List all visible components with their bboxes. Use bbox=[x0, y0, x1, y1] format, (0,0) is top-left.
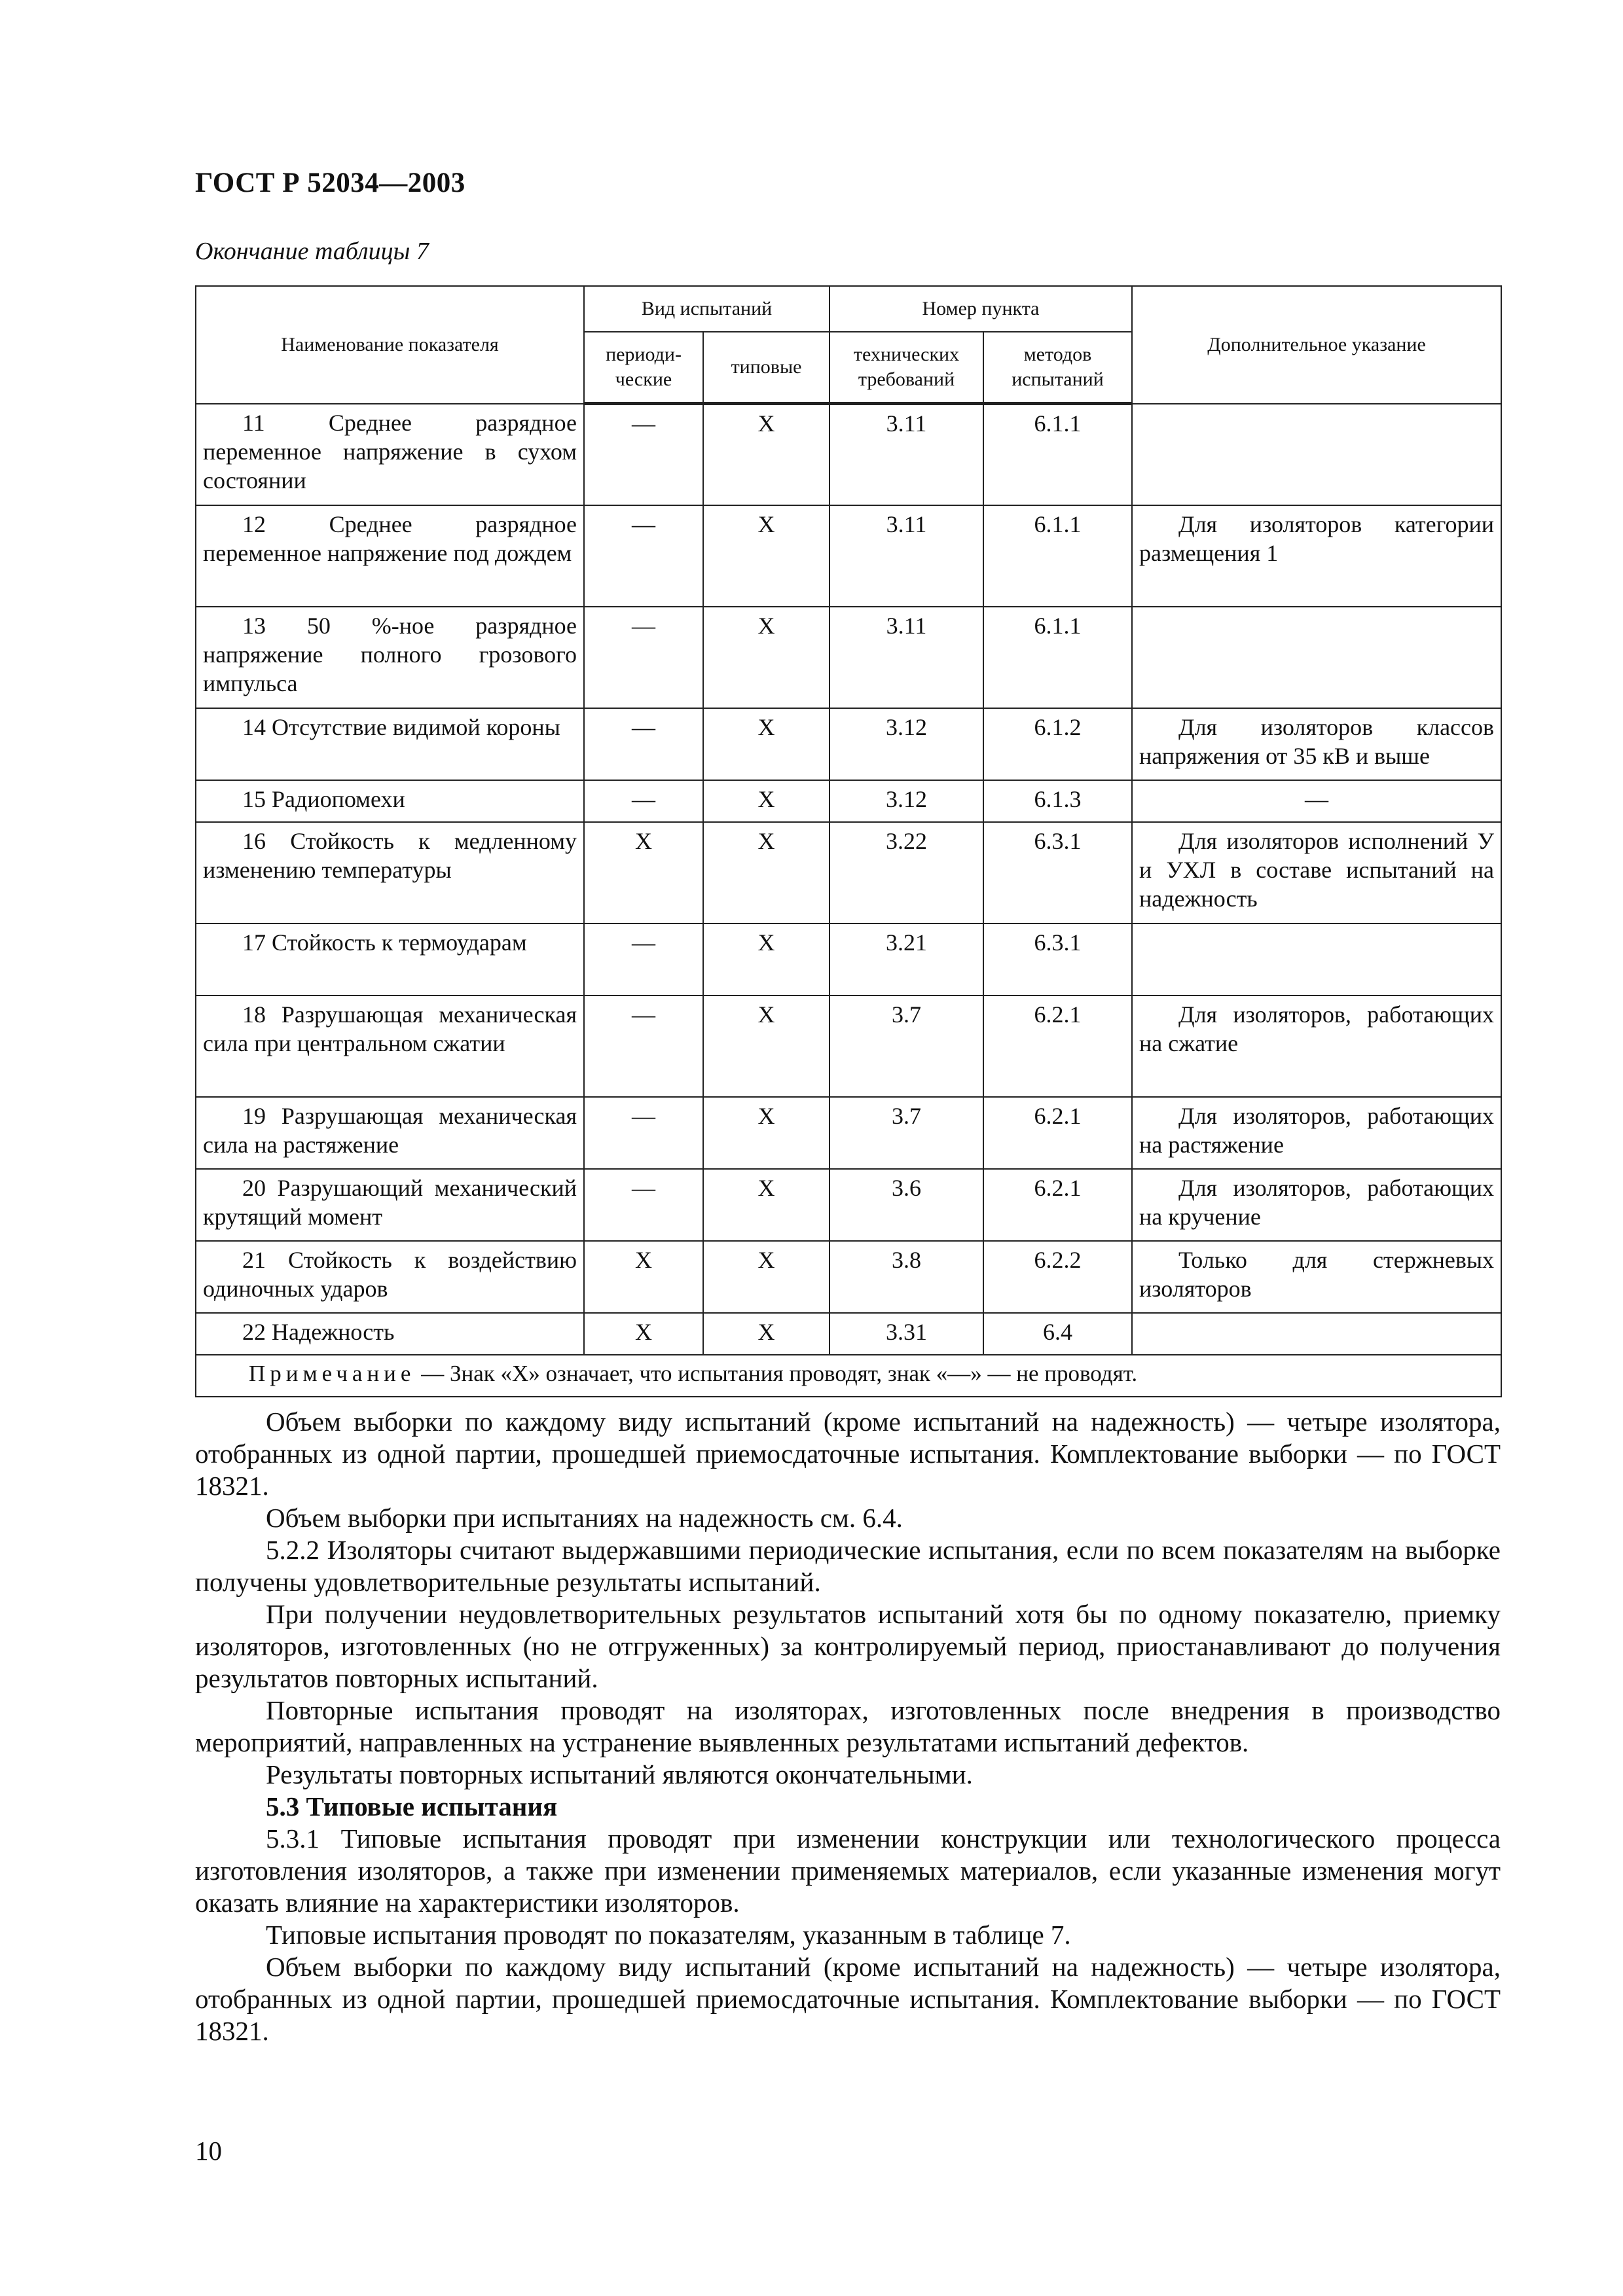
paragraph: 5.3.1 Типовые испытания проводят при изменении конструкции или технологического процесса изготовления изоляторов, а также при изменении применяемых материалов, если указанные изменения могут оказать влияние на характеристики изоляторов. bbox=[195, 1823, 1501, 1918]
row-name-cell bbox=[196, 505, 584, 607]
row-name-cell bbox=[196, 607, 584, 708]
row-note: Для изоляторов, работающих на растяжение bbox=[1139, 1102, 1495, 1158]
row-name: 16 Стойкость к медленному изменению температуры bbox=[203, 827, 577, 883]
row-method: 6.1.2 bbox=[983, 708, 1132, 780]
row-name: 19 Разрушающая механическая сила на растяжение bbox=[203, 1102, 577, 1158]
row-periodic: X bbox=[584, 1313, 703, 1355]
page-number: 10 bbox=[195, 2136, 222, 2166]
row-note-cell bbox=[1132, 996, 1501, 1097]
row-method: 6.3.1 bbox=[983, 924, 1132, 996]
row-periodic: — bbox=[584, 404, 703, 505]
table-footnote-row bbox=[196, 1355, 1501, 1397]
row-tech: 3.21 bbox=[830, 924, 983, 996]
table-row bbox=[196, 708, 1501, 780]
row-typical: X bbox=[703, 822, 830, 924]
table-header-row-1 bbox=[196, 286, 1501, 332]
row-typical: X bbox=[703, 996, 830, 1097]
row-name: 21 Стойкость к воздействию одиночных ударов bbox=[203, 1246, 577, 1302]
row-tech: 3.6 bbox=[830, 1169, 983, 1241]
row-method: 6.3.1 bbox=[983, 822, 1132, 924]
row-periodic: — bbox=[584, 924, 703, 996]
row-name: 13 50 %-ное разрядное напряжение полного грозового импульса bbox=[203, 612, 577, 696]
row-name: 17 Стойкость к термоударам bbox=[242, 929, 527, 956]
row-periodic: — bbox=[584, 505, 703, 607]
table-row bbox=[196, 924, 1501, 996]
row-note-cell bbox=[1132, 1169, 1501, 1241]
document-header: ГОСТ Р 52034—2003 bbox=[195, 168, 465, 198]
paragraph: Результаты повторных испытаний являются окончательными. bbox=[266, 1759, 973, 1789]
paragraph: Объем выборки по каждому виду испытаний (кроме испытаний на надежность) — четыре изолятора, отобранных из одной партии, прошедшей приемосдаточные испытания. Комплектование выборки — по ГОСТ 18321. bbox=[195, 1407, 1501, 1501]
table-row bbox=[196, 1313, 1501, 1355]
row-tech: 3.22 bbox=[830, 822, 983, 924]
row-typical: X bbox=[703, 607, 830, 708]
row-name-cell bbox=[196, 1097, 584, 1169]
row-periodic: — bbox=[584, 708, 703, 780]
table-caption: Окончание таблицы 7 bbox=[195, 238, 429, 265]
row-typical: X bbox=[703, 708, 830, 780]
row-note: Для изоляторов исполнений У и УХЛ в составе испытаний на надежность bbox=[1139, 827, 1495, 912]
row-typical: X bbox=[703, 1241, 830, 1313]
row-tech: 3.11 bbox=[830, 404, 983, 505]
row-name-cell bbox=[196, 1241, 584, 1313]
row-note-cell bbox=[1132, 708, 1501, 780]
header-periodic: периоди- ческие bbox=[584, 332, 703, 404]
row-name: 22 Надежность bbox=[242, 1318, 395, 1345]
table-row bbox=[196, 780, 1501, 822]
row-tech: 3.12 bbox=[830, 780, 983, 822]
row-method: 6.2.1 bbox=[983, 1169, 1132, 1241]
row-name: 15 Радиопомехи bbox=[242, 785, 405, 812]
row-note: Для изоляторов категории размещения 1 bbox=[1139, 511, 1495, 566]
row-note-cell bbox=[1132, 924, 1501, 996]
row-note-cell bbox=[1132, 505, 1501, 607]
table-row bbox=[196, 1097, 1501, 1169]
row-typical: X bbox=[703, 404, 830, 505]
row-note: Для изоляторов классов напряжения от 35 кВ и выше bbox=[1139, 713, 1495, 769]
test-table bbox=[195, 285, 1502, 1397]
row-name: 11 Среднее разрядное переменное напряжение в сухом состоянии bbox=[203, 409, 577, 493]
row-name: 20 Разрушающий механический крутящий момент bbox=[203, 1174, 577, 1230]
row-method: 6.1.1 bbox=[983, 607, 1132, 708]
row-method: 6.1.1 bbox=[983, 505, 1132, 607]
header-name: Наименование показателя bbox=[196, 286, 584, 404]
table-row bbox=[196, 822, 1501, 924]
row-name-cell bbox=[196, 1169, 584, 1241]
row-name: 12 Среднее разрядное переменное напряжение под дождем bbox=[203, 511, 577, 566]
row-periodic: — bbox=[584, 607, 703, 708]
row-method: 6.2.2 bbox=[983, 1241, 1132, 1313]
row-note: Для изоляторов, работающих на сжатие bbox=[1139, 1001, 1495, 1056]
row-name-cell bbox=[196, 924, 584, 996]
table-row bbox=[196, 505, 1501, 607]
row-note-cell bbox=[1132, 1313, 1501, 1355]
paragraph: При получении неудовлетворительных результатов испытаний хотя бы по одному показателю, приемку изоляторов, изготовленных (но не отгруженных) за контролируемый период, приостанавливают до получения результатов повторных испытаний. bbox=[195, 1599, 1501, 1693]
paragraph: Типовые испытания проводят по показателям, указанным в таблице 7. bbox=[266, 1920, 1071, 1950]
row-tech: 3.31 bbox=[830, 1313, 983, 1355]
header-tech-requirements: технических требований bbox=[830, 332, 983, 404]
table-row bbox=[196, 607, 1501, 708]
row-tech: 3.7 bbox=[830, 996, 983, 1097]
row-method: 6.1.1 bbox=[983, 404, 1132, 505]
table-row bbox=[196, 1241, 1501, 1313]
row-typical: X bbox=[703, 1097, 830, 1169]
header-clause-number: Номер пункта bbox=[830, 286, 1132, 332]
row-typical: X bbox=[703, 1169, 830, 1241]
row-tech: 3.7 bbox=[830, 1097, 983, 1169]
row-note-cell bbox=[1132, 1097, 1501, 1169]
row-periodic: — bbox=[584, 780, 703, 822]
row-name-cell bbox=[196, 1313, 584, 1355]
row-name-cell bbox=[196, 780, 584, 822]
row-typical: X bbox=[703, 780, 830, 822]
row-note-cell bbox=[1132, 607, 1501, 708]
header-typical: типовые bbox=[703, 332, 830, 404]
row-name-cell bbox=[196, 822, 584, 924]
row-note-cell bbox=[1132, 822, 1501, 924]
row-typical: X bbox=[703, 924, 830, 996]
table-row bbox=[196, 1169, 1501, 1241]
footnote-text: — Знак «X» означает, что испытания проводят, знак «—» — не проводят. bbox=[415, 1360, 1138, 1386]
paragraph: Объем выборки при испытаниях на надежность см. 6.4. bbox=[266, 1503, 903, 1533]
row-note: Для изоляторов, работающих на кручение bbox=[1139, 1174, 1495, 1230]
row-method: 6.1.3 bbox=[983, 780, 1132, 822]
row-periodic: — bbox=[584, 996, 703, 1097]
row-tech: 3.8 bbox=[830, 1241, 983, 1313]
table-row bbox=[196, 404, 1501, 505]
row-method: 6.2.1 bbox=[983, 1097, 1132, 1169]
row-note: — bbox=[1132, 780, 1501, 822]
footnote-label: Примечание bbox=[249, 1360, 416, 1386]
header-test-type: Вид испытаний bbox=[584, 286, 830, 332]
row-name-cell bbox=[196, 404, 584, 505]
row-tech: 3.11 bbox=[830, 607, 983, 708]
row-periodic: — bbox=[584, 1097, 703, 1169]
table-footnote bbox=[196, 1355, 1501, 1397]
body-text bbox=[195, 1406, 1501, 2047]
row-periodic: — bbox=[584, 1169, 703, 1241]
row-method: 6.2.1 bbox=[983, 996, 1132, 1097]
row-note-cell bbox=[1132, 404, 1501, 505]
row-tech: 3.11 bbox=[830, 505, 983, 607]
section-heading: 5.3 Типовые испытания bbox=[266, 1791, 558, 1821]
row-method: 6.4 bbox=[983, 1313, 1132, 1355]
header-additional: Дополнительное указание bbox=[1132, 286, 1501, 404]
row-name: 18 Разрушающая механическая сила при центральном сжатии bbox=[203, 1001, 577, 1056]
header-test-methods: методов испытаний bbox=[983, 332, 1132, 404]
row-name-cell bbox=[196, 996, 584, 1097]
row-periodic: X bbox=[584, 1241, 703, 1313]
row-note: Только для стержневых изоляторов bbox=[1139, 1246, 1495, 1302]
row-note-cell bbox=[1132, 1241, 1501, 1313]
row-typical: X bbox=[703, 505, 830, 607]
row-name: 14 Отсутствие видимой короны bbox=[242, 713, 560, 740]
row-tech: 3.12 bbox=[830, 708, 983, 780]
paragraph: 5.2.2 Изоляторы считают выдержавшими периодические испытания, если по всем показателям на выборке получены удовлетворительные результаты испытаний. bbox=[195, 1535, 1501, 1597]
row-typical: X bbox=[703, 1313, 830, 1355]
paragraph: Повторные испытания проводят на изоляторах, изготовленных после внедрения в производство мероприятий, направленных на устранение выявленных результатами испытаний дефектов. bbox=[195, 1695, 1501, 1757]
table-row bbox=[196, 996, 1501, 1097]
row-name-cell bbox=[196, 708, 584, 780]
paragraph: Объем выборки по каждому виду испытаний (кроме испытаний на надежность) — четыре изолятора, отобранных из одной партии, прошедшей приемосдаточные испытания. Комплектование выборки — по ГОСТ 18321. bbox=[195, 1952, 1501, 2046]
row-periodic: X bbox=[584, 822, 703, 924]
